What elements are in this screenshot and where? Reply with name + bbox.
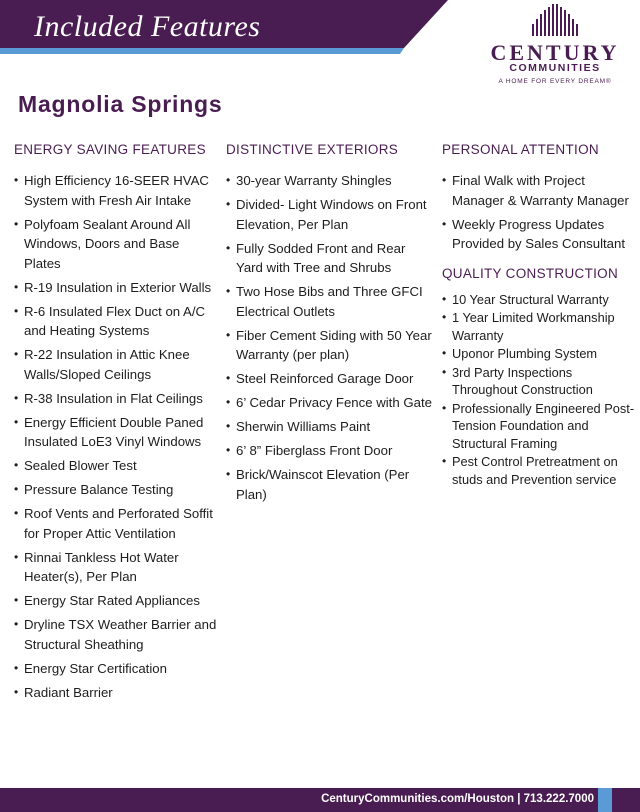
list-item: • Professionally Engineered Post-Tension Foundation and Structural Framing <box>442 400 640 453</box>
distinctive-exteriors-list <box>226 171 434 504</box>
list-item: • Rinnai Tankless Hot Water Heater(s), Per Plan <box>14 548 219 587</box>
skyline-icon <box>528 2 582 38</box>
list-item: • Divided- Light Windows on Front Elevation, Per Plan <box>226 195 434 234</box>
list-item: • Sherwin Williams Paint <box>226 417 434 437</box>
list-item: • Roof Vents and Perforated Soffit for Proper Attic Ventilation <box>14 504 219 543</box>
list-item: • Energy Star Certification <box>14 659 219 679</box>
personal-attention-heading: PERSONAL ATTENTION <box>442 142 599 157</box>
logo-tagline: A HOME FOR EVERY DREAM® <box>498 78 612 85</box>
quality-construction-section <box>442 266 640 489</box>
list-item: • 10 Year Structural Warranty <box>442 291 640 309</box>
list-item: • 6’ 8” Fiberglass Front Door <box>226 441 434 461</box>
list-item: • Energy Star Rated Appliances <box>14 591 219 611</box>
list-item: • R-38 Insulation in Flat Ceilings <box>14 389 219 409</box>
banner-title: Included Features <box>34 10 261 43</box>
list-item: • Weekly Progress Updates Provided by Sales Consultant <box>442 215 640 254</box>
energy-saving-list <box>14 171 219 702</box>
footer-bar <box>0 788 640 812</box>
century-communities-logo <box>470 0 640 95</box>
distinctive-exteriors-column <box>226 142 434 509</box>
logo-wordmark: CENTURY <box>490 40 620 65</box>
footer-contact: CenturyCommunities.com/Houston | 713.222.7000 <box>321 793 594 805</box>
list-item: • Fiber Cement Siding with 50 Year Warranty (per plan) <box>226 326 434 365</box>
list-item: • Two Hose Bibs and Three GFCI Electrical Outlets <box>226 282 434 321</box>
footer-accent <box>598 788 612 812</box>
list-item: • Radiant Barrier <box>14 683 219 703</box>
list-item: • 30-year Warranty Shingles <box>226 171 434 191</box>
quality-construction-heading: QUALITY CONSTRUCTION <box>442 265 619 281</box>
personal-attention-list <box>442 171 640 254</box>
list-item: • Pest Control Pretreatment on studs and Prevention service <box>442 453 640 488</box>
list-item: • Dryline TSX Weather Barrier and Structural Sheathing <box>14 615 219 654</box>
list-item: • Polyfoam Sealant Around All Windows, Doors and Base Plates <box>14 215 219 274</box>
community-title: Magnolia Springs <box>18 91 223 117</box>
list-item: • 6’ Cedar Privacy Fence with Gate <box>226 393 434 413</box>
list-item: • Sealed Blower Test <box>14 456 219 476</box>
personal-attention-section <box>442 142 640 254</box>
quality-construction-list <box>442 291 640 489</box>
logo-subtitle: COMMUNITIES <box>509 62 601 74</box>
right-column <box>442 142 640 489</box>
list-item: • Uponor Plumbing System <box>442 345 640 363</box>
list-item: • 3rd Party Inspections Throughout Construction <box>442 364 640 399</box>
energy-saving-column <box>14 142 219 707</box>
list-item: • R-22 Insulation in Attic Knee Walls/Sloped Ceilings <box>14 345 219 384</box>
list-item: • High Efficiency 16-SEER HVAC System with Fresh Air Intake <box>14 171 219 210</box>
list-item: • Energy Efficient Double Paned Insulated LoE3 Vinyl Windows <box>14 413 219 452</box>
list-item: • R-19 Insulation in Exterior Walls <box>14 278 219 298</box>
distinctive-exteriors-heading: DISTINCTIVE EXTERIORS <box>226 142 399 157</box>
header-banner <box>0 0 450 54</box>
list-item: • 1 Year Limited Workmanship Warranty <box>442 309 640 344</box>
list-item: • R-6 Insulated Flex Duct on A/C and Heating Systems <box>14 302 219 341</box>
list-item: • Final Walk with Project Manager & Warranty Manager <box>442 171 640 210</box>
list-item: • Pressure Balance Testing <box>14 480 219 500</box>
list-item: • Brick/Wainscot Elevation (Per Plan) <box>226 465 434 504</box>
list-item: • Steel Reinforced Garage Door <box>226 369 434 389</box>
list-item: • Fully Sodded Front and Rear Yard with Tree and Shrubs <box>226 239 434 278</box>
energy-saving-heading: ENERGY SAVING FEATURES <box>14 142 206 157</box>
